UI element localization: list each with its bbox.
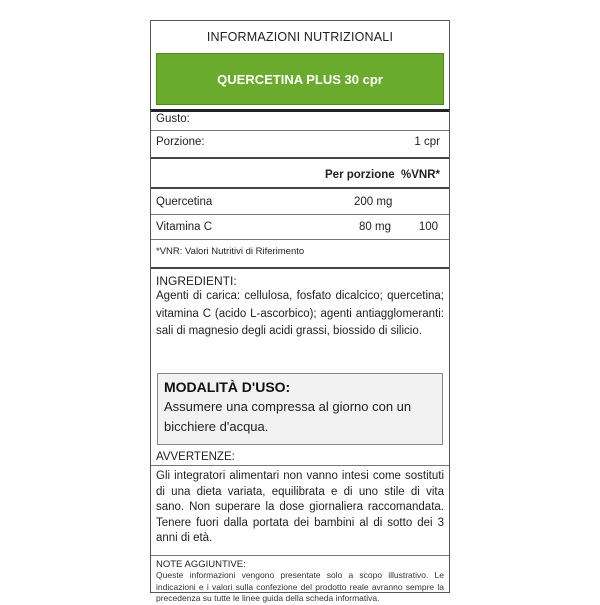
divider bbox=[151, 157, 449, 159]
divider bbox=[151, 109, 449, 112]
vnr-footnote: *VNR: Valori Nutritivi di Riferimento bbox=[156, 246, 305, 257]
ingredients-title: INGREDIENTI: bbox=[156, 274, 237, 288]
table-row bbox=[156, 221, 444, 233]
product-name-banner bbox=[156, 53, 444, 105]
nutrient-name: Vitamina C bbox=[156, 221, 213, 233]
usage-box bbox=[157, 373, 443, 445]
warnings-title: AVVERTENZE: bbox=[156, 451, 235, 463]
table-row bbox=[156, 196, 444, 208]
warnings-text: Gli integratori alimentari non vanno intesi come sostituti di una dieta variata, equilibrata e di uno stile di vita sano. Non superare la dose giornaliera raccomandata. Tenere fuori dalla portata dei bambini al di sotto dei 3 anni di età. bbox=[156, 470, 444, 544]
divider bbox=[151, 465, 449, 466]
divider bbox=[151, 267, 449, 269]
label-heading: INFORMAZIONI NUTRIZIONALI bbox=[206, 30, 394, 44]
col-vnr: %VNR* bbox=[401, 169, 440, 181]
nutrient-amount: 80 mg bbox=[359, 221, 391, 233]
nutrient-name: Quercetina bbox=[156, 196, 213, 208]
ingredients-section bbox=[156, 274, 444, 341]
divider bbox=[151, 239, 449, 240]
divider bbox=[151, 214, 449, 215]
warnings-section bbox=[156, 451, 444, 547]
divider bbox=[151, 555, 449, 556]
notes-title: NOTE AGGIUNTIVE: bbox=[156, 559, 246, 570]
usage-text: Assumere una compressa al giorno con un bicchiere d'acqua. bbox=[164, 399, 412, 434]
portion-value: 1 cpr bbox=[414, 136, 440, 148]
flavor-label: Gusto: bbox=[156, 113, 190, 125]
info-row-portion bbox=[156, 136, 444, 148]
notes-section bbox=[156, 559, 444, 605]
usage-title: MODALITÀ D'USO: bbox=[164, 379, 291, 395]
nutrient-amount: 200 mg bbox=[354, 196, 393, 208]
divider bbox=[151, 187, 449, 189]
info-row-flavor bbox=[156, 113, 444, 125]
product-name: QUERCETINA PLUS 30 cpr bbox=[217, 71, 383, 87]
portion-label: Porzione: bbox=[156, 136, 205, 148]
ingredients-text: Agenti di carica: cellulosa, fosfato dicalcico; quercetina; vitamina C (acido L-ascorbico); agenti antiagglomeranti: sali di magnesio degli acidi grassi, biossido di silicio. bbox=[156, 290, 444, 337]
nutrition-label bbox=[150, 20, 450, 603]
nutrient-vnr: 100 bbox=[418, 221, 438, 233]
divider bbox=[151, 130, 449, 131]
col-per-portion: Per porzione bbox=[325, 169, 395, 181]
notes-text: Queste informazioni vengono presentate solo a scopo illustrativo. Le indicazioni e i valori sulla confezione del prodotto reale avranno sempre la precedenza su tutte le linee guida della scheda informativa. bbox=[156, 570, 444, 603]
